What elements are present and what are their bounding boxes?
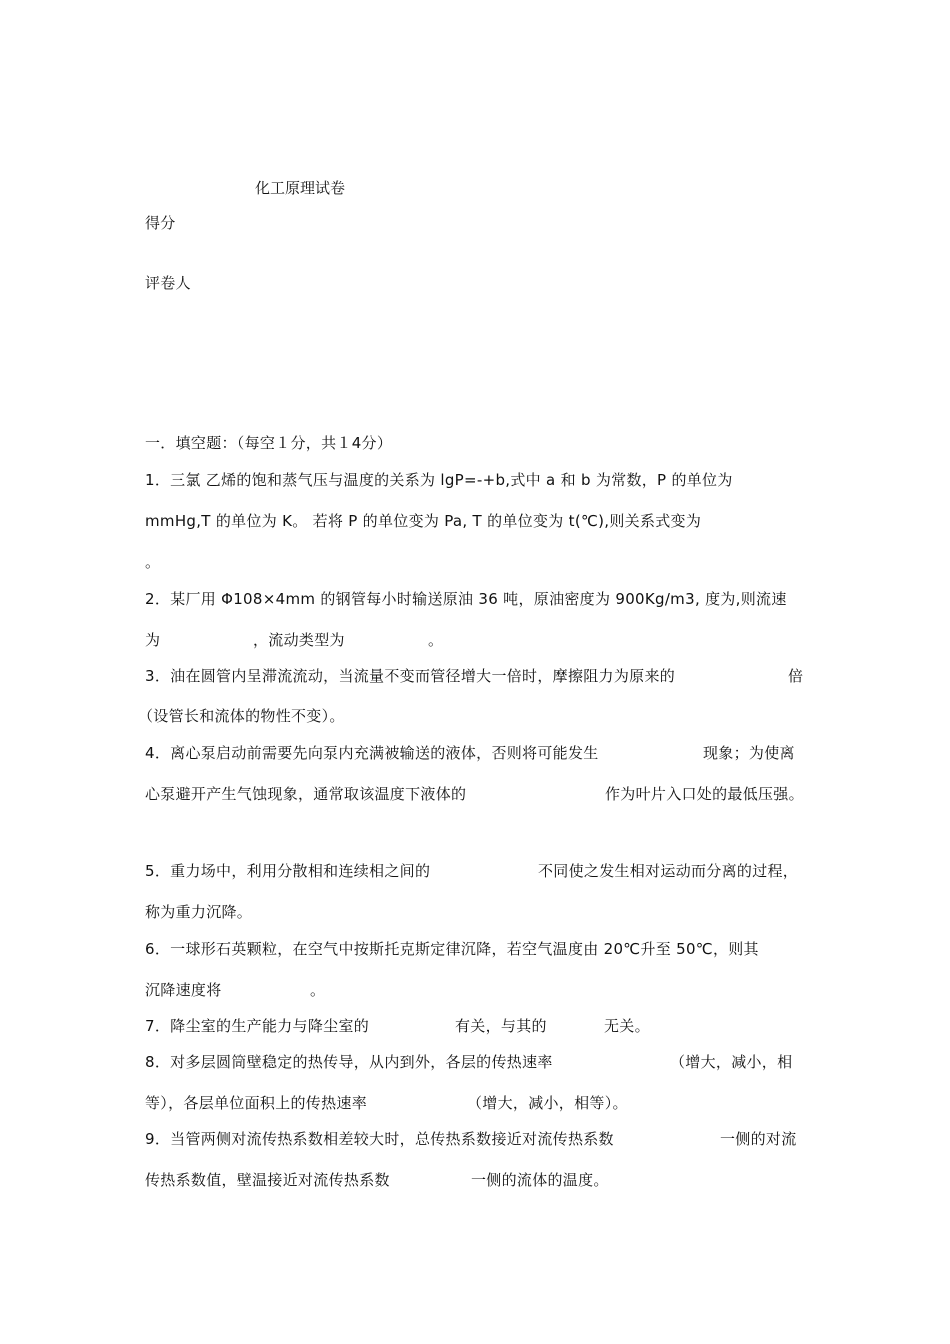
question-5-line-2: 称为重力沉降。: [145, 903, 253, 921]
question-8-text-b: （增大，减小，相: [670, 1053, 793, 1071]
question-9-text-b: 一侧的对流: [720, 1130, 797, 1148]
question-8-text-c: 等），各层单位面积上的传热速率: [145, 1094, 368, 1112]
question-7-text-c: 无关。: [604, 1017, 650, 1035]
question-6-text-a: 沉降速度将: [145, 981, 222, 999]
question-1-line-3: 。: [145, 553, 161, 571]
question-2-text-c: 。: [428, 631, 444, 649]
question-3-text-b: 倍: [788, 667, 804, 685]
question-4-text-a: 4．离心泵启动前需要先向泵内充满被输送的液体，否则将可能发生: [145, 744, 599, 762]
question-1-line-1: 1．三氯 乙烯的饱和蒸气压与温度的关系为 lgP=-+b,式中 a 和 b 为常数，P 的单位为: [145, 471, 733, 489]
question-7-text-b: 有关，与其的: [455, 1017, 547, 1035]
question-9-text-d: 一侧的流体的温度。: [471, 1171, 609, 1189]
question-8-text-d: （增大，减小，相等）。: [467, 1094, 628, 1112]
question-5-text-a: 5．重力场中，利用分散相和连续相之间的: [145, 862, 431, 880]
question-9-text-c: 传热系数值，壁温接近对流传热系数: [145, 1171, 390, 1189]
question-8-text-a: 8．对多层圆筒壁稳定的热传导，从内到外，各层的传热速率: [145, 1053, 553, 1071]
question-9-text-a: 9．当管两侧对流传热系数相差较大时，总传热系数接近对流传热系数: [145, 1130, 614, 1148]
question-5-text-b: 不同使之发生相对运动而分离的过程，: [538, 862, 799, 880]
grader-label: 评卷人: [145, 274, 191, 292]
question-3-text-a: 3．油在圆管内呈滞流流动，当流量不变而管径增大一倍时，摩擦阻力为原来的: [145, 667, 676, 685]
score-label: 得分: [145, 214, 176, 232]
question-2-text-a: 为: [145, 631, 161, 649]
question-7-text-a: 7．降尘室的生产能力与降尘室的: [145, 1017, 370, 1035]
question-2-line-1: 2．某厂用 Φ108×4mm 的钢管每小时输送原油 36 吨，原油密度为 900Kg/m3, 度为,则流速: [145, 590, 787, 608]
question-6-line-1: 6．一球形石英颗粒，在空气中按斯托克斯定律沉降，若空气温度由 20℃升至 50℃，则其: [145, 940, 759, 958]
question-4-text-d: 作为叶片入口处的最低压强。: [605, 785, 804, 803]
question-2-text-b: ，流动类型为: [253, 631, 345, 649]
question-6-text-b: 。: [310, 981, 326, 999]
question-3-line-2: （设管长和流体的物性不变）。: [138, 707, 345, 725]
question-1-line-2: mmHg,T 的单位为 K。 若将 P 的单位变为 Pa, T 的单位变为 t(℃),则关系式变为: [145, 512, 702, 530]
question-4-text-c: 心泵避开产生气蚀现象，通常取该温度下液体的: [145, 785, 467, 803]
question-4-text-b: 现象；为使离: [703, 744, 795, 762]
section-heading: 一．填空题：（每空１分，共１4分）: [145, 434, 393, 452]
page-title: 化工原理试卷: [255, 179, 346, 197]
